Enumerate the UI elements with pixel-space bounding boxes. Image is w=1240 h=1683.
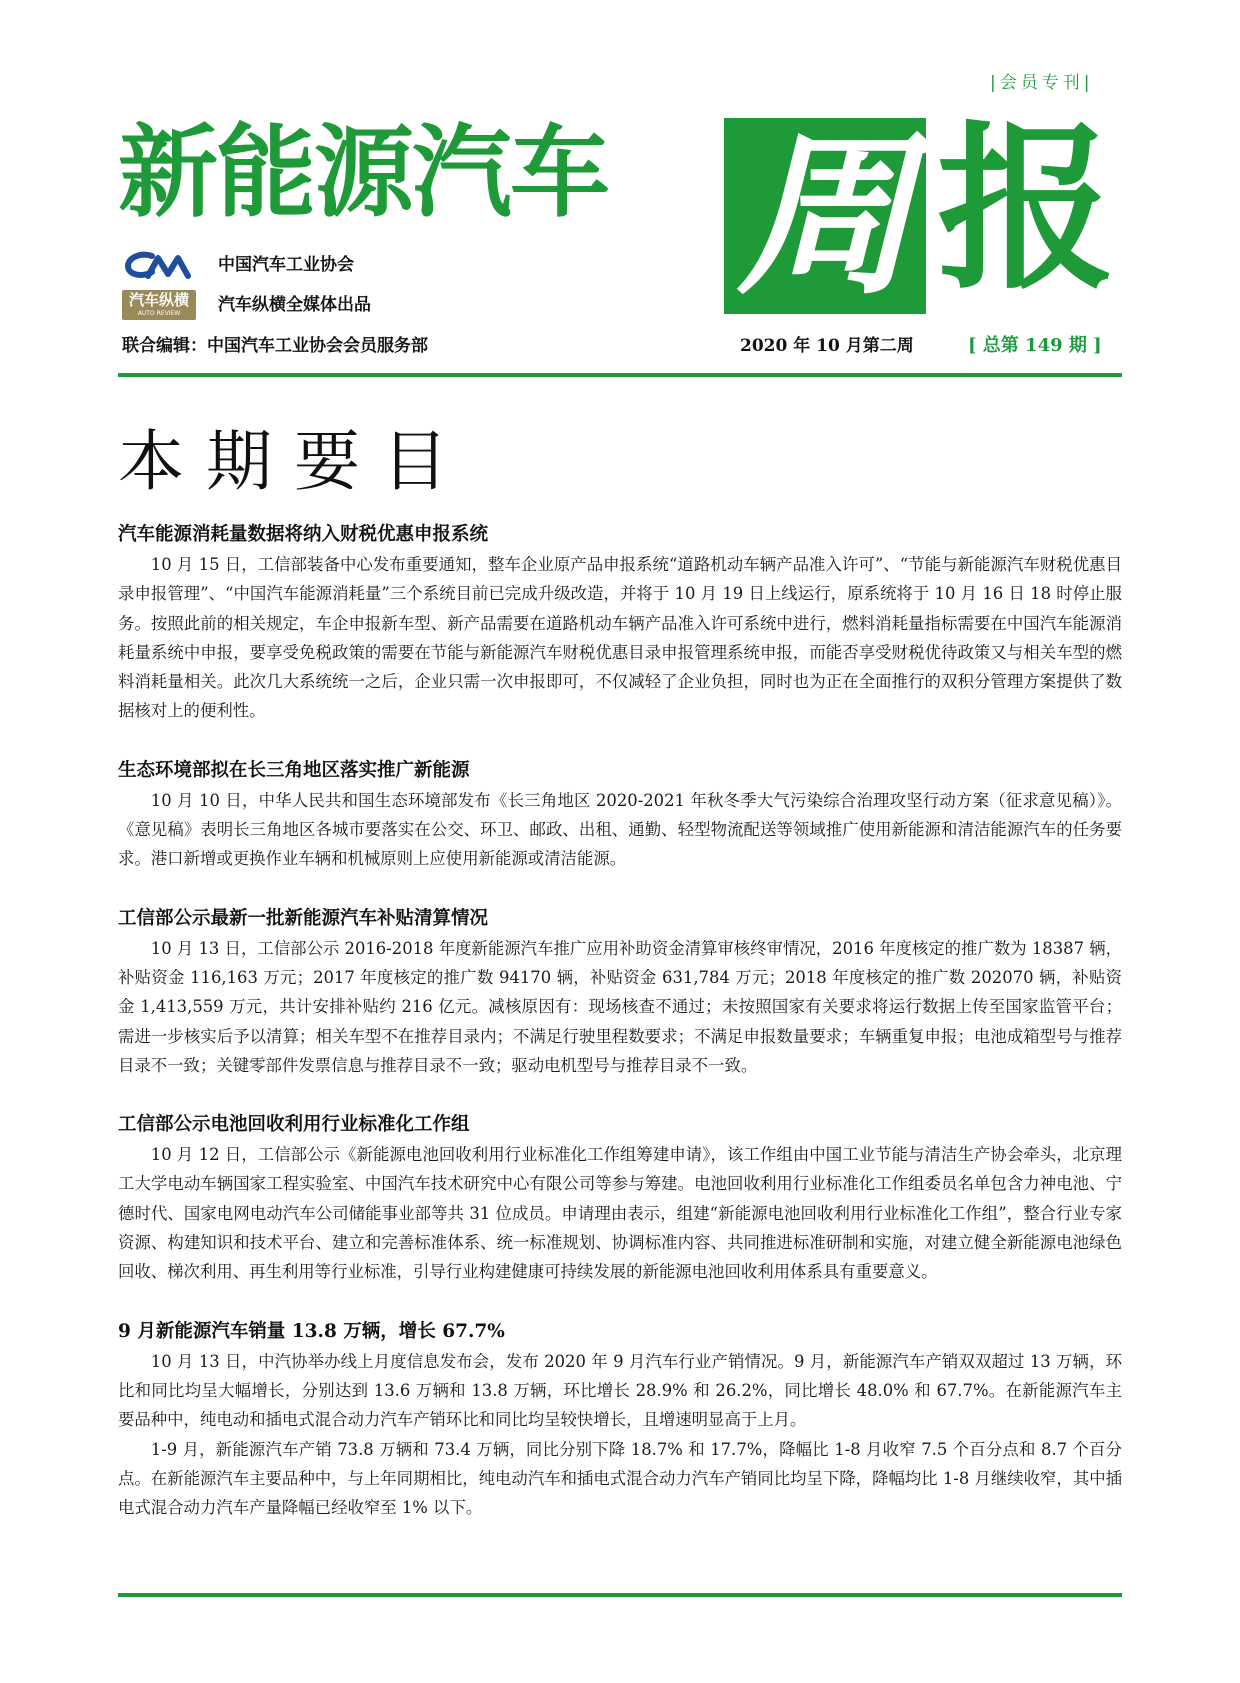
joint-editor: 联合编辑：中国汽车工业协会会员服务部 <box>122 336 428 356</box>
section-title: 本期要目 <box>118 423 470 500</box>
article-title: 生态环境部拟在长三角地区落实推广新能源 <box>118 759 470 781</box>
weekly-char-bao: 报 <box>937 106 1115 313</box>
issue-date: 2020 年 10 月第二周 <box>740 336 914 356</box>
article-title: 工信部公示电池回收利用行业标准化工作组 <box>118 1114 470 1136</box>
issue-number: [ 总第 149 期 ] <box>968 335 1102 356</box>
org-name-auto-review: 汽车纵横全媒体出品 <box>218 295 371 315</box>
org-row-caam <box>122 248 682 282</box>
article-list <box>118 520 1122 1552</box>
footer-divider <box>118 1593 1122 1597</box>
article-title: 工信部公示最新一批新能源汽车补贴清算情况 <box>118 907 489 929</box>
newsletter-title: 新能源汽车 <box>118 114 608 231</box>
header-divider <box>118 373 1122 377</box>
weekly-badge <box>724 118 926 314</box>
article-title: 9 月新能源汽车销量 13.8 万辆，增长 67.7% <box>118 1320 505 1342</box>
org-name-caam: 中国汽车工业协会 <box>218 255 354 275</box>
cam-logo-icon <box>122 250 196 280</box>
member-edition-tag: |会员专刊| <box>990 73 1094 93</box>
article-september-sales <box>118 1317 1122 1523</box>
article-paragraph: 10 月 10 日，中华人民共和国生态环境部发布《长三角地区 2020-2021 年秋冬季大气污染综合治理攻坚行动方案（征求意见稿）》。《意见稿》表明长三角地区各城市要落实在公交、环卫、邮政、出租、通勤、轻型物流配送等领域推广使用新能源和清洁能源汽车的任务要求。港口新增或更换作业车辆和机械原则上应使用新能源或清洁能源。 <box>118 790 1122 869</box>
article-paragraph: 1-9 月，新能源汽车产销 73.8 万辆和 73.4 万辆，同比分别下降 18.7% 和 17.7%，降幅比 1-8 月收窄 7.5 个百分点和 8.7 个百分点。在新能源汽车主要品种中，与上年同期相比，纯电动汽车和插电式混合动力汽车产销同比均呈下降，降幅均比 1-8 月继续收窄，其中插电式混合动力汽车产量降幅已经收窄至 1% 以下。 <box>118 1439 1122 1518</box>
article-paragraph: 10 月 15 日，工信部装备中心发布重要通知，整车企业原产品申报系统“道路机动车辆产品准入许可”、“节能与新能源汽车财税优惠目录申报管理”、“中国汽车能源消耗量”三个系统目前已完成升级改造，并将于 10 月 19 日上线运行，原系统将于 10 月 16 日 18 时停止服务。按照此前的相关规定，车企申报新车型、新产品需要在道路机动车辆产品准入许可系统中进行，燃料消耗量指标需要在中国汽车能源消耗量系统中申报，要享受免税政策的需要在节能与新能源汽车财税优惠目录申报管理系统申报，而能否享受财税优待政策又与相关车型的燃料消耗量相关。此次几大系统统一之后，企业只需一次申报即可，不仅减轻了企业负担，同时也为正在全面推行的双积分管理方案提供了数据核对上的便利性。 <box>118 555 1122 721</box>
article-subsidy-settlement <box>118 904 1122 1080</box>
article-paragraph: 10 月 13 日，中汽协举办线上月度信息发布会，发布 2020 年 9 月汽车行业产销情况。9 月，新能源汽车产销双双超过 13 万辆，环比和同比均呈大幅增长，分别达到 13.6 万辆和 13.8 万辆，环比增长 28.9% 和 26.2%，同比增长 48.0% 和 67.7%。在新能源汽车主要品种中，纯电动和插电式混合动力汽车产销环比和同比均呈较快增长，且增速明显高于上月。 <box>118 1351 1122 1430</box>
article-battery-recycling <box>118 1110 1122 1286</box>
article-paragraph: 10 月 13 日，工信部公示 2016-2018 年度新能源汽车推广应用补助资金清算审核终审情况，2016 年度核定的推广数为 18387 辆，补贴资金 116,163 万元；2017 年度核定的推广数 94170 辆，补贴资金 631,784 万元；2018 年度核定的推广数 202070 辆，补贴资金 1,413,559 万元，共计安排补贴约 216 亿元。减核原因有：现场核查不通过；未按照国家有关要求将运行数据上传至国家监管平台；需进一步核实后予以清算；相关车型不在推荐目录内；不满足行驶里程数要求；不满足申报数量要求；车辆重复申报；电池成箱型号与推荐目录不一致；关键零部件发票信息与推荐目录不一致；驱动电机型号与推荐目录不一致。 <box>118 938 1122 1075</box>
article-paragraph: 10 月 12 日，工信部公示《新能源电池回收利用行业标准化工作组筹建申请》，该工作组由中国工业节能与清洁生产协会牵头，北京理工大学电动车辆国家工程实验室、中国汽车技术研究中心有限公司等参与筹建。电池回收利用行业标准化工作组委员名单包含力神电池、宁德时代、国家电网电动汽车公司储能事业部等共 31 位成员。申请理由表示，组建“新能源电池回收利用行业标准化工作组”，整合行业专家资源、构建知识和技术平台、建立和完善标准体系、统一标准规划、协调标准内容、共同推进标准研制和实施，对建立健全新能源电池绿色回收、梯次利用、再生利用等行业标准，引导行业构建健康可持续发展的新能源电池回收利用体系具有重要意义。 <box>118 1145 1122 1282</box>
auto-review-logo-icon: 汽车纵横 AUTO REVIEW <box>122 290 196 320</box>
article-yangtze-delta <box>118 756 1122 874</box>
org-row-auto-review <box>122 288 682 322</box>
article-title: 汽车能源消耗量数据将纳入财税优惠申报系统 <box>118 524 489 545</box>
weekly-char-zhou: 周 <box>736 118 913 314</box>
article-energy-consumption <box>118 520 1122 726</box>
